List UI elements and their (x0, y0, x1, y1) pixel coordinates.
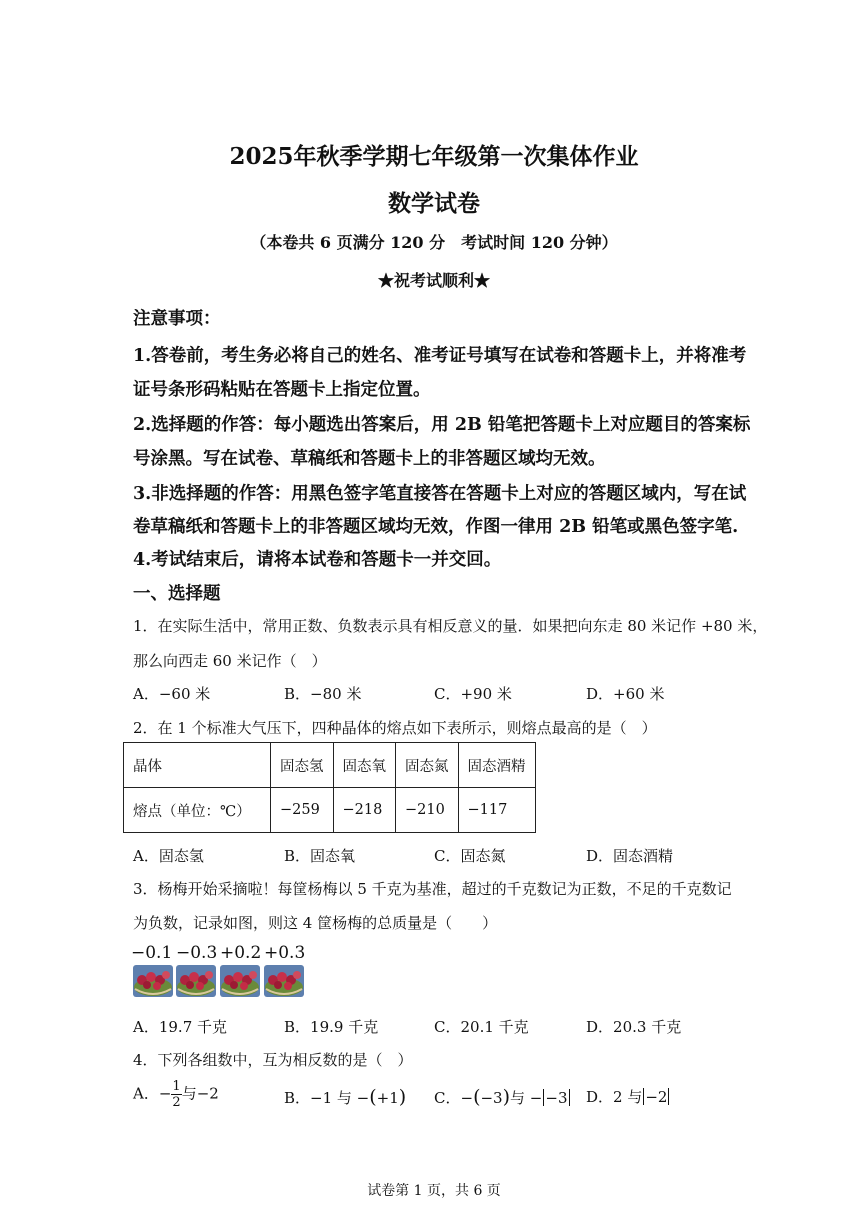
q4-option-a (133, 1080, 219, 1109)
bayberry-basket-image (220, 965, 260, 997)
basket-label-3: +0.2 (220, 943, 262, 963)
option-text: −1 与 − (310, 1089, 370, 1107)
q1-option-a: A．−60 米 (133, 685, 211, 703)
option-label: C． (434, 1089, 461, 1107)
note-line: 2.选择题的作答：每小题选出答案后，用 2B 铅笔把答题卡上对应题目的答案标 (133, 415, 751, 435)
q4-option-d (586, 1086, 670, 1107)
table-cell: 固态氧 (333, 743, 396, 788)
q2-option-b: B．固态氧 (284, 847, 356, 865)
basket-label-2: −0.3 (176, 943, 218, 963)
exam-info: （本卷共 6 页满分 120 分 考试时间 120 分钟） (250, 233, 618, 252)
option-label: B． (284, 1089, 311, 1107)
bayberry-basket-image (176, 965, 216, 997)
question-1-line1: 1．在实际生活中，常用正数、负数表示具有相反意义的量．如果把向东走 80 米记作 +80 米， (133, 617, 768, 635)
table-cell: 固态氮 (396, 743, 459, 788)
table-cell: 固态氢 (271, 743, 334, 788)
exam-wish: ★祝考试顺利★ (377, 271, 490, 290)
fraction-numerator: 1 (172, 1079, 181, 1094)
bayberry-basket-image (264, 965, 304, 997)
fraction-denominator: 2 (172, 1095, 181, 1110)
question-2-text: 2．在 1 个标准大气压下，四种晶体的熔点如下表所示，则熔点最高的是（ ） (133, 719, 657, 737)
option-rest: 与−2 (181, 1084, 219, 1103)
question-3-line2: 为负数，记录如图，则这 4 筐杨梅的总质量是（ ） (133, 914, 498, 932)
abs-bar-right (668, 1088, 669, 1105)
q3-option-b: B．19.9 千克 (284, 1018, 379, 1036)
paren-close: ) (502, 1086, 511, 1108)
page-footer: 试卷第 1 页，共 6 页 (367, 1183, 501, 1199)
q2-option-c: C．固态氮 (434, 847, 506, 865)
note-line: 1.答卷前，考生务必将自己的姓名、准考证号填写在试卷和答题卡上，并将准考 (133, 346, 747, 366)
paren-open: ( (369, 1086, 377, 1108)
q4-option-c (434, 1086, 571, 1108)
q3-option-d: D．20.3 千克 (586, 1018, 682, 1036)
minus-sign: − (158, 1084, 172, 1103)
paren-open: ( (473, 1086, 481, 1108)
q1-option-b: B．−80 米 (284, 685, 362, 703)
q2-option-a: A．固态氢 (133, 847, 204, 865)
option-label: D． (586, 1088, 614, 1106)
option-text: 2 与 (613, 1088, 643, 1106)
note-line: 证号条形码粘贴在答题卡上指定位置。 (133, 380, 431, 400)
option-text: − (460, 1089, 474, 1107)
melting-point-table (123, 742, 536, 833)
note-line: 3.非选择题的作答：用黑色签字笔直接答在答题卡上对应的答题区域内，写在试 (133, 484, 747, 504)
q2-option-d: D．固态酒精 (586, 847, 674, 865)
table-cell: −117 (458, 788, 535, 833)
exam-subtitle: 数学试卷 (388, 190, 480, 217)
question-3-line1: 3．杨梅开始采摘啦！每筐杨梅以 5 千克为基准，超过的千克数记为正数，不足的千克数记 (133, 880, 732, 898)
table-cell: −218 (333, 788, 396, 833)
option-text: 与 − (510, 1089, 543, 1107)
paren-close: ) (398, 1086, 407, 1108)
note-line: 4.考试结束后，请将本试卷和答题卡一并交回。 (133, 550, 502, 570)
q3-option-a: A．19.7 千克 (133, 1018, 227, 1036)
question-4-text: 4．下列各组数中，互为相反数的是（ ） (133, 1051, 413, 1069)
abs-inner: −2 (645, 1088, 668, 1106)
table-row (124, 788, 536, 833)
basket-label-4: +0.3 (264, 943, 306, 963)
abs-bar-right (569, 1089, 570, 1106)
exam-title: 2025年秋季学期七年级第一次集体作业 (229, 143, 639, 170)
question-1-line2: 那么向西走 60 米记作（ ） (133, 652, 327, 670)
paren-inner: −3 (480, 1089, 503, 1107)
q3-option-c: C．20.1 千克 (434, 1018, 529, 1036)
table-cell: 固态酒精 (458, 743, 535, 788)
table-cell: −210 (396, 788, 459, 833)
fraction (171, 1080, 181, 1109)
table-row (124, 743, 536, 788)
option-label: A． (133, 1084, 159, 1103)
table-cell: 晶体 (124, 743, 271, 788)
abs-inner: −3 (545, 1089, 568, 1107)
bayberry-basket-image (133, 965, 173, 997)
table-cell: 熔点（单位：℃） (124, 788, 271, 833)
table-cell: −259 (271, 788, 334, 833)
note-line: 号涂黑。写在试卷、草稿纸和答题卡上的非答题区域均无效。 (133, 449, 606, 469)
note-line: 卷草稿纸和答题卡上的非答题区域均无效，作图一律用 2B 铅笔或黑色签字笔. (133, 517, 739, 537)
q1-option-d: D．+60 米 (586, 685, 665, 703)
q1-option-c: C．+90 米 (434, 685, 512, 703)
basket-label-1: −0.1 (131, 943, 173, 963)
q4-option-b (284, 1086, 406, 1108)
section-heading: 一、选择题 (133, 584, 221, 604)
notes-heading: 注意事项： (133, 309, 221, 329)
paren-inner: +1 (376, 1089, 399, 1107)
